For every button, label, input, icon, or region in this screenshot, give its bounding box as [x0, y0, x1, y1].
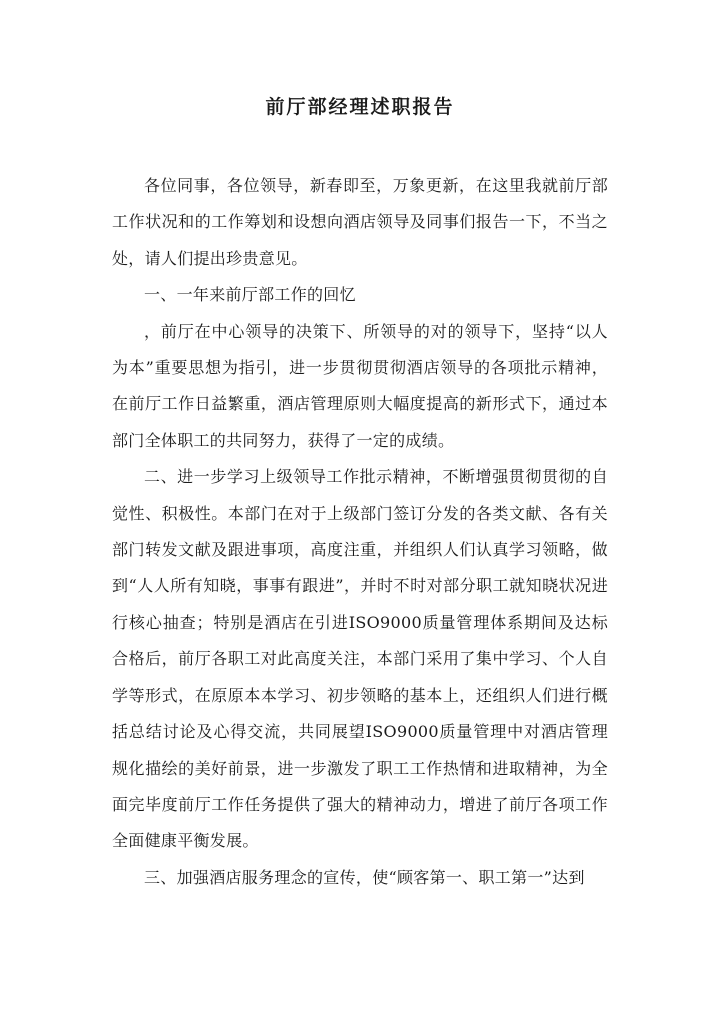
section-heading-3: 三、加强酒店服务理念的宣传，使“顾客第一、职工第一”达到	[144, 867, 585, 887]
section-heading-2: 二、进一步学习上级领导工作批示精神，不断增强贯彻贯彻的自觉性、积极性。本部门在对于上级部门签订分发的各类文献、各有关部门转发文献及跟进事项，高度注重，并组织人们认真学习领略，做到“人人所有知晓，事事有跟进”，并时不时对部分职工就知晓状况进行核心抽查；特别是酒店在引进ISO9000质量管理体系期间及达标合格后，前厅各职工对此高度关注，本部门采用了集中学习、个人自学等形式，在原原本本学习、初步领略的基本上，还组织人们进行概括总结讨论及心得交流，共同展望ISO9000质量管理中对酒店管理规化描绘的美好前景，进一步激发了职工工作热情和进取精神，为全面完毕度前厅工作任务提供了强大的精神动力，增进了前厅各项工作全面健康平衡发展。	[112, 467, 608, 851]
paragraph-greeting: 各位同事，各位领导，新春即至，万象更新，在这里我就前厅部工作状况和的工作筹划和设想向酒店领导及同事们报告一下，不当之处，请人们提出珍贵意见。	[112, 176, 608, 268]
document-title: 前厅部经理述职报告	[265, 96, 455, 118]
paragraph-review: ，前厅在中心领导的决策下、所领导的对的领导下，坚持“以人为本”重要思想为指引，进一步贯彻贯彻酒店领导的各项批示精神，在前厅工作日益繁重，酒店管理原则大幅度提高的新形式下，通过本部门全体职工的共同努力，获得了一定的成绩。	[112, 321, 608, 450]
section-heading-1: 一、一年来前厅部工作的回忆	[144, 285, 356, 305]
document-body	[112, 168, 608, 896]
